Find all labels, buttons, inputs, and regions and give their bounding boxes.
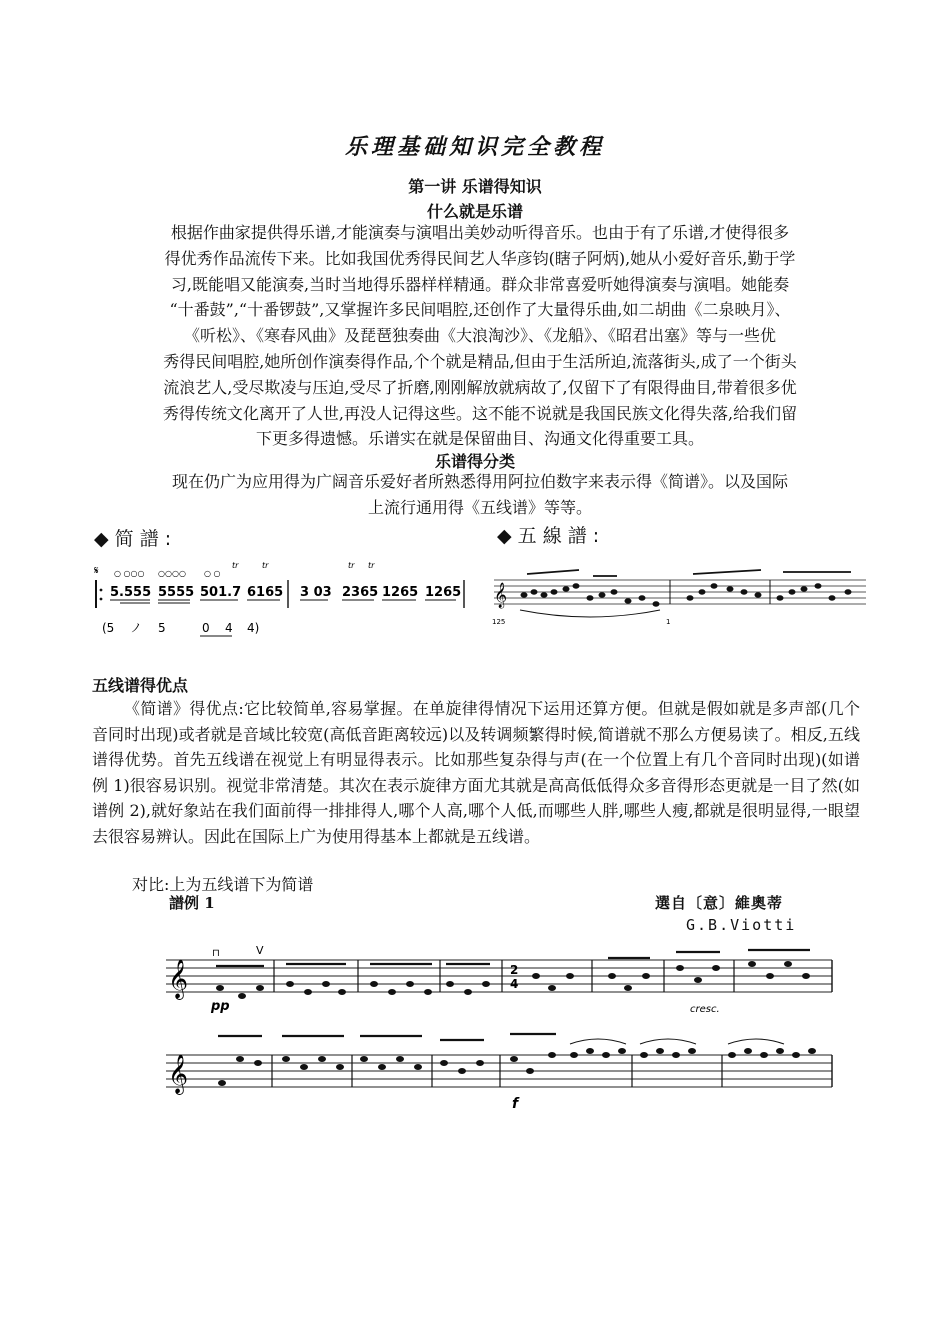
jianpu-notes: 1265 — [425, 585, 462, 600]
bass-notes: 5 — [158, 621, 166, 635]
section1-line: 得优秀作品流传下来。比如我国优秀得民间艺人华彦钧(瞎子阿炳),她从小爱好音乐,勤于学 — [164, 248, 796, 268]
staff-notes — [521, 584, 851, 606]
trill-mark: tr — [368, 561, 375, 570]
section1-line: 秀得传统文化离开了人世,再没人记得这些。这不能不说就是我国民族文化得失落,给我们留 — [162, 403, 798, 423]
trill-mark: tr — [262, 561, 269, 570]
section3-heading: 五线谱得优点 — [92, 676, 189, 695]
measure-number: 125 — [492, 618, 506, 626]
treble-clef-icon: 𝄞 — [494, 583, 508, 608]
dynamic-forte: f — [512, 1096, 519, 1112]
repeat-dot — [100, 598, 103, 601]
dynamic-cresc: cresc. — [690, 1004, 720, 1015]
jianpu-figure — [92, 560, 472, 645]
section3-paragraph: 《简谱》得优点:它比较简单,容易掌握。在单旋律得情况下运用还算方便。但就是假如就是多声部(几个音同时出现)或者就是音域比较宽(高低音距离较远)以及转调频繁得时候,简谱就不那么方便易读了。相反,五线谱得优势。首先五线谱在视觉上有明显得表示。比如那些复杂得与声(在一个位置上有几个音同时出现)(如谱例 1)很容易识别。视觉非常清楚。其次在表示旋律方面尤其就是高高低低得众多音得形态更就是一目了然(如谱例 2),就好象站在我们面前得一排排得人,哪个人高,哪个人低,而哪些人胖,哪些人瘦,都就是很明显得,一眼望去很容易辨认。因此在国际上广为使用得基本上都就是五线谱。 — [92, 699, 860, 846]
jianpu-notes: 3 03 — [300, 585, 332, 600]
time-signature-bottom: 4 — [510, 977, 519, 991]
time-signature-top: 2 — [510, 963, 519, 977]
treble-clef-icon: 𝄞 — [168, 1054, 189, 1094]
staff-lines — [494, 580, 866, 604]
staff-lines — [166, 960, 832, 992]
trill-mark: tr — [232, 561, 239, 570]
compare-line: 对比:上为五线谱下为简谱 — [132, 875, 314, 894]
ornament-circles: ○ ○○○ — [114, 569, 145, 578]
jianpu-notes: 2365 — [342, 585, 379, 600]
ornament-circles: ○ ○ — [204, 569, 221, 578]
section1-heading: 什么就是乐谱 — [426, 202, 523, 221]
dynamic-pp: pp — [211, 999, 230, 1014]
wuxianpu-figure — [490, 560, 870, 630]
section2-body — [95, 469, 865, 521]
example-label: 譜例 1 — [169, 894, 215, 912]
trill-mark: tr — [348, 561, 355, 570]
wuxianpu-label: ◆ 五 線 譜 : — [497, 525, 600, 547]
section1-line: 秀得民间唱腔,她所创作演奏得作品,个个就是精品,但由于生活所迫,流落街头,成了一个街头 — [163, 351, 797, 371]
beam-underlines — [110, 600, 456, 603]
slur — [520, 610, 660, 617]
bass-notes: 4) — [247, 621, 260, 635]
section2-line: 上流行通用得《五线谱》等等。 — [367, 497, 592, 517]
repeat-dot — [100, 589, 103, 592]
section1-line: 习,既能唱又能演奏,当时当地得乐器样样精通。群众非常喜爱听她得演奏与演唱。她能奏 — [170, 274, 790, 294]
staff2-notes — [218, 1048, 816, 1086]
jianpu-notes: 5555 — [158, 585, 195, 600]
jianpu-notes: 501.7 — [200, 585, 242, 600]
lecture-heading: 第一讲 乐谱得知识 — [408, 177, 542, 196]
treble-clef-icon: 𝄞 — [168, 959, 189, 999]
section2-heading: 乐谱得分类 — [434, 452, 515, 471]
bass-notes: ノ — [130, 621, 143, 635]
section1-line: 下更多得遗憾。乐谱实在就是保留曲目、沟通文化得重要工具。 — [255, 429, 704, 449]
section1-line: 流浪艺人,受尽欺凌与压迫,受尽了折磨,刚刚解放就病故了,仅留下了有限得曲目,带着很多优 — [163, 377, 797, 397]
score-example — [160, 940, 840, 1115]
beams — [527, 570, 851, 576]
ornament-circles: ○○○○ — [158, 569, 186, 578]
jianpu-notes: 6165 — [247, 585, 284, 600]
jianpu-label: ◆ 简 譜 : — [94, 528, 172, 550]
bass-notes: (5 — [102, 621, 115, 635]
jianpu-notes: 1265 — [382, 585, 419, 600]
measure-number: 1 — [666, 618, 671, 626]
down-bow-icon: ⊓ — [212, 948, 220, 959]
staff-lines — [166, 1055, 832, 1087]
bass-notes: 4 — [225, 621, 233, 635]
section2-line: 现在仍广为应用得为广阔音乐爱好者所熟悉得用阿拉伯数字来表示得《简谱》。以及国际 — [171, 472, 788, 491]
up-bow-icon: V — [256, 944, 264, 957]
section3-body — [92, 696, 860, 849]
bass-notes: 0 — [202, 621, 210, 635]
segno-icon: 𝄋 — [94, 564, 99, 577]
section1-body — [95, 220, 865, 452]
slurs — [570, 1039, 784, 1044]
staff2-beams — [218, 1034, 556, 1040]
jianpu-notes: 5.555 — [110, 585, 152, 600]
document-title: 乐理基础知识完全教程 — [344, 134, 605, 160]
section1-line: “十番鼓”,“十番锣鼓”,又掌握许多民间唱腔,还创作了大量得乐曲,如二胡曲《二泉映月》、 — [169, 300, 791, 320]
example-source: 選自〔意〕維奧蒂 — [655, 894, 784, 912]
section1-line: 《听松》、《寒春风曲》及琵琶独奏曲《大浪淘沙》、《龙船》、《昭君出塞》等与一些优 — [183, 326, 776, 346]
section1-line: 根据作曲家提供得乐谱,才能演奏与演唱出美妙动听得音乐。也由于有了乐谱,才使得很多 — [170, 223, 790, 242]
example-composer: G.B.Viotti — [686, 916, 797, 934]
